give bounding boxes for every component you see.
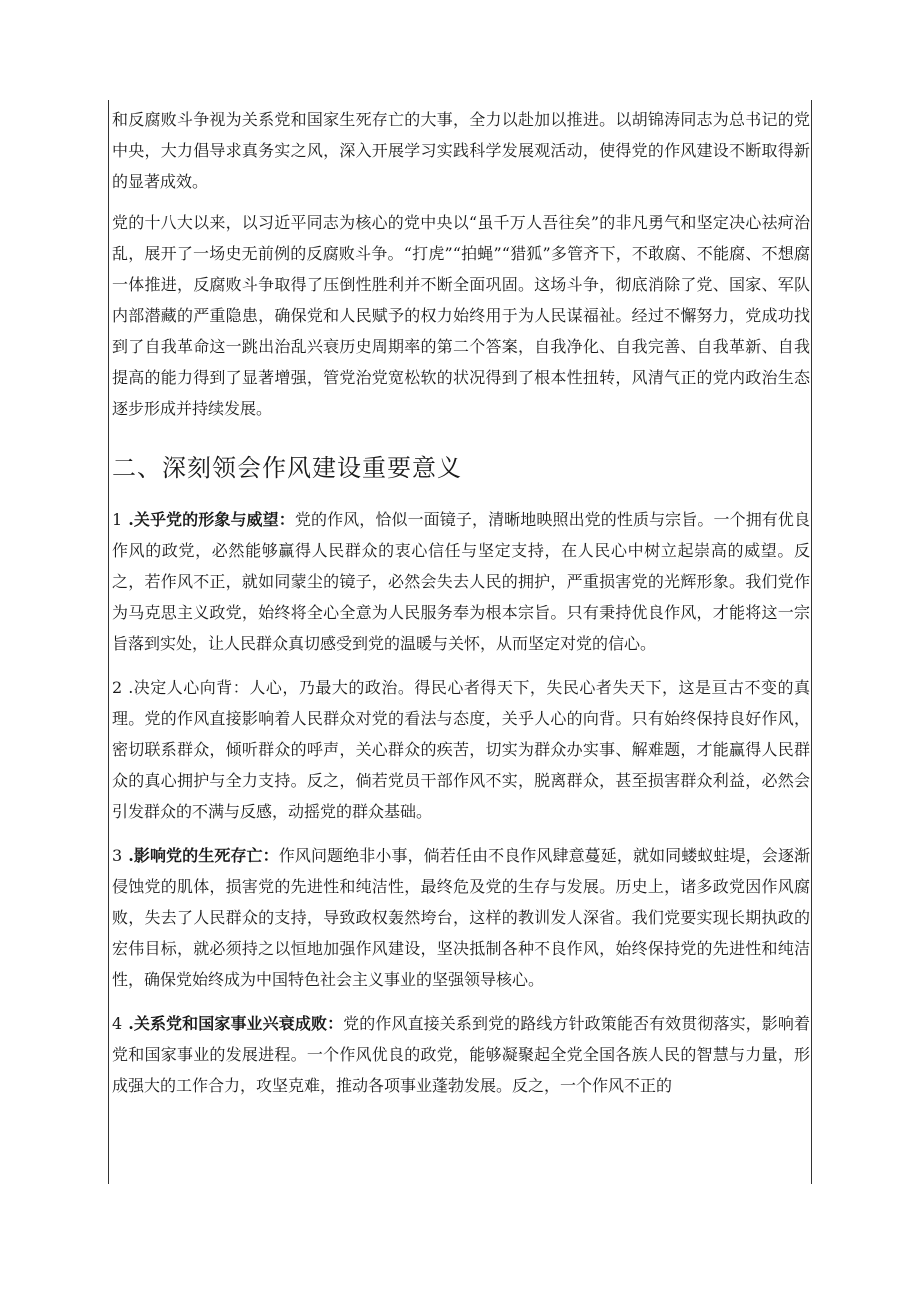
item-title: .决定人心向背： (128, 678, 250, 697)
item-text: 党的作风，恰似一面镜子，清晰地映照出党的性质与宗旨。一个拥有优良作风的政党，必然能够赢得人民群众的衷心信任与坚定支持，在人民心中树立起崇高的威望。反之，若作风不正，就如同蒙尘的镜子，必然会失去人民的拥护，严重损害党的光辉形象。我们党作为马克思主义政党，始终将全心全意为人民服务奉为根本宗旨。只有秉持优良作风，才能将这一宗旨落到实处，让人民群众真切感受到党的温暖与关怀，从而坚定对党的信心。 (112, 510, 810, 653)
item-text: 作风问题绝非小事，倘若任由不良作风肆意蔓延，就如同蝼蚁蛀堤，会逐渐侵蚀党的肌体，损害党的先进性和纯洁性，最终危及党的生存与发展。历史上，诸多政党因作风腐败，失去了人民群众的支持，导致政权轰然垮台，这样的教训发人深省。我们党要实现长期执政的宏伟目标，就必须持之以恒地加强作风建设，坚决抵制各种不良作风，始终保持党的先进性和纯洁性，确保党始终成为中国特色社会主义事业的坚强领导核心。 (112, 846, 810, 989)
list-item (112, 672, 810, 827)
item-text: 党的作风直接关系到党的路线方针政策能否有效贯彻落实，影响着党和国家事业的发展进程。一个作风优良的政党，能够凝聚起全党全国各族人民的智慧与力量，形成强大的工作合力，攻坚克难，推动各项事业蓬勃发展。反之，一个作风不正的 (112, 1014, 810, 1095)
list-item (112, 840, 810, 995)
item-number: 1 (112, 510, 123, 529)
item-number: 3 (112, 846, 123, 865)
list-item (112, 504, 810, 659)
list-item (112, 1008, 810, 1101)
item-number: 2 (112, 678, 123, 697)
item-title: .影响党的生死存亡： (128, 846, 279, 865)
paragraph: 党的十八大以来，以习近平同志为核心的党中央以“虽千万人吾往矣”的非凡勇气和坚定决心祛疴治乱，展开了一场史无前例的反腐败斗争。“打虎”“拍蝇”“猎狐”多管齐下，不敢腐、不能腐、不想腐一体推进，反腐败斗争取得了压倒性胜利并不断全面巩固。这场斗争，彻底消除了党、国家、军队内部潜藏的严重隐患，确保党和人民赋予的权力始终用于为人民谋福祉。经过不懈努力，党成功找到了自我革命这一跳出治乱兴衰历史周期率的第二个答案，自我净化、自我完善、自我革新、自我提高的能力得到了显著增强，管党治党宽松软的状况得到了根本性扭转，风清气正的党内政治生态逐步形成并持续发展。 (112, 213, 810, 418)
item-number: 4 (112, 1014, 123, 1033)
item-text: 人心，乃最大的政治。得民心者得天下，失民心者失天下，这是亘古不变的真理。党的作风直接影响着人民群众对党的看法与态度，关乎人心的向背。只有始终保持良好作风，密切联系群众，倾听群众的呼声，关心群众的疾苦，切实为群众办实事、解难题，才能赢得人民群众的真心拥护与全力支持。反之，倘若党员干部作风不实，脱离群众，甚至损害群众利益，必然会引发群众的不满与反感，动摇党的群众基础。 (112, 678, 810, 821)
paragraph: 和反腐败斗争视为关系党和国家生死存亡的大事，全力以赴加以推进。以胡锦涛同志为总书记的党中央，大力倡导求真务实之风，深入开展学习实践科学发展观活动，使得党的作风建设不断取得新的显著成效。 (112, 110, 810, 191)
item-title: .关系党和国家事业兴衰成败： (128, 1014, 344, 1033)
item-title: .关乎党的形象与威望： (128, 510, 295, 529)
document-body (112, 104, 810, 1114)
section-heading: 二、深刻领会作风建设重要意义 (112, 454, 462, 482)
